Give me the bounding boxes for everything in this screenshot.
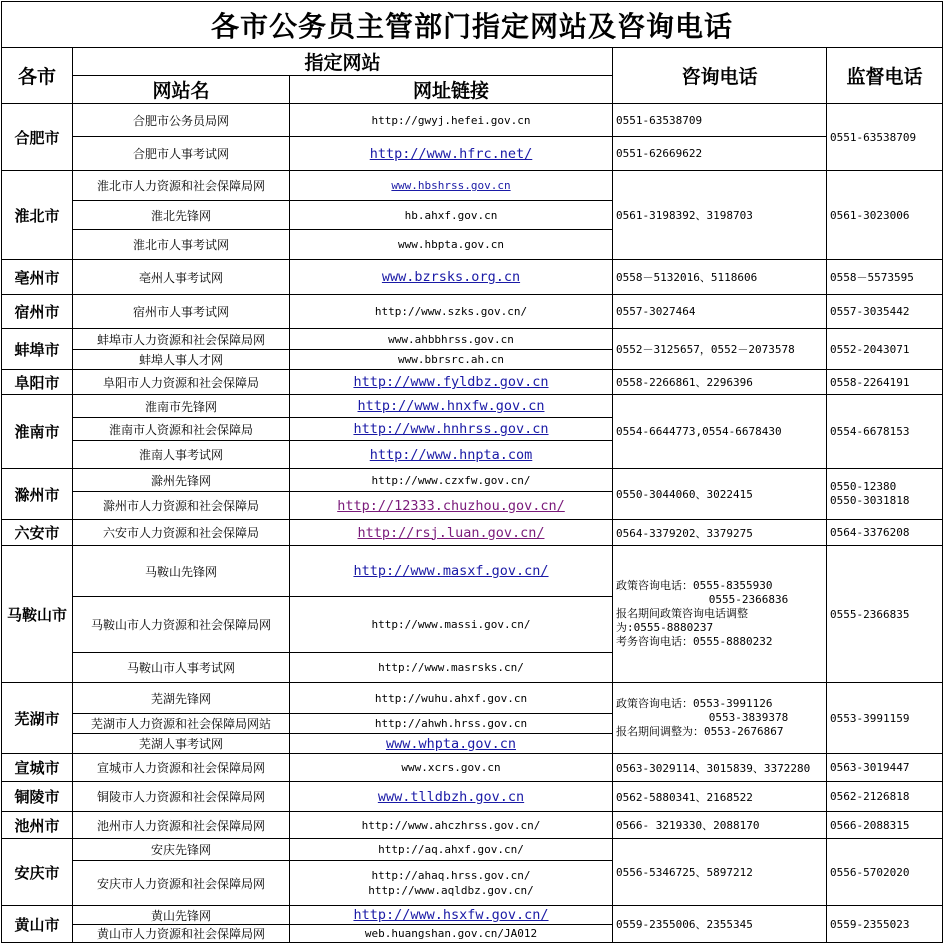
supervise-phone-line: 0550-3031818 <box>830 494 910 507</box>
site-name: 马鞍山市人力资源和社会保障局网 <box>73 597 290 653</box>
city-name: 宿州市 <box>2 295 73 329</box>
consult-phone-line: 政策咨询电话：0555-8355930 <box>616 579 773 592</box>
supervise-phone: 0552-2043071 <box>827 329 943 370</box>
consult-phone <box>613 683 827 754</box>
site-url-link[interactable]: www.whpta.gov.cn <box>290 734 613 754</box>
site-url-link[interactable]: http://www.hnxfw.gov.cn <box>290 395 613 418</box>
city-name: 铜陵市 <box>2 782 73 812</box>
supervise-phone: 0563-3019447 <box>827 754 943 782</box>
site-name: 合肥市人事考试网 <box>73 137 290 171</box>
city-name: 黄山市 <box>2 906 73 943</box>
site-name: 阜阳市人力资源和社会保障局 <box>73 370 290 395</box>
consult-phone <box>613 546 827 683</box>
consult-phone-line: 政策咨询电话：0553-3991126 <box>616 697 773 710</box>
supervise-phone: 0553-3991159 <box>827 683 943 754</box>
supervise-phone <box>827 469 943 520</box>
consult-phone-line: 为:0555-8880237 <box>616 621 714 634</box>
consult-phone: 0558-2266861、2296396 <box>613 370 827 395</box>
site-url-link[interactable]: www.tlldbzh.gov.cn <box>290 782 613 812</box>
consult-phone: 0566- 3219330、2088170 <box>613 812 827 839</box>
consult-phone-line: 报名期间政策咨询电话调整 <box>616 607 748 620</box>
header-designated-site: 指定网站 <box>73 48 613 76</box>
header-site-url: 网址链接 <box>290 76 613 104</box>
site-url: http://gwyj.hefei.gov.cn <box>290 104 613 137</box>
site-url: http://www.masrsks.cn/ <box>290 653 613 683</box>
site-url: www.hbpta.gov.cn <box>290 230 613 260</box>
site-url-link[interactable]: www.hbshrss.gov.cn <box>290 171 613 201</box>
consult-phone-line: 报名期间调整为：0553-2676867 <box>616 725 784 738</box>
supervise-phone: 0556-5702020 <box>827 839 943 906</box>
city-name: 阜阳市 <box>2 370 73 395</box>
consult-phone-line: 考务咨询电话：0555-8880232 <box>616 635 773 648</box>
site-url-link[interactable]: http://www.hfrc.net/ <box>290 137 613 171</box>
consult-phone: 0554-6644773,0554-6678430 <box>613 395 827 469</box>
city-name: 滁州市 <box>2 469 73 520</box>
supervise-phone: 0557-3035442 <box>827 295 943 329</box>
supervise-phone: 0562-2126818 <box>827 782 943 812</box>
site-url: hb.ahxf.gov.cn <box>290 201 613 230</box>
site-name: 宿州市人事考试网 <box>73 295 290 329</box>
site-url-link[interactable]: http://www.hnpta.com <box>290 441 613 469</box>
site-url-link[interactable]: www.bzrsks.org.cn <box>290 260 613 295</box>
site-url: web.huangshan.gov.cn/JA012 <box>290 925 613 943</box>
city-name: 合肥市 <box>2 104 73 171</box>
site-url-link[interactable]: http://www.masxf.gov.cn/ <box>290 546 613 597</box>
site-url-line: http://ahaq.hrss.gov.cn/ <box>371 869 531 882</box>
city-name: 池州市 <box>2 812 73 839</box>
site-url-link[interactable]: http://www.fyldbz.gov.cn <box>290 370 613 395</box>
site-name: 安庆市人力资源和社会保障局网 <box>73 861 290 906</box>
consult-phone: 0564-3379202、3379275 <box>613 520 827 546</box>
city-name: 马鞍山市 <box>2 546 73 683</box>
site-url: www.xcrs.gov.cn <box>290 754 613 782</box>
consult-phone: 0552－3125657，0552－2073578 <box>613 329 827 370</box>
site-name: 宣城市人力资源和社会保障局网 <box>73 754 290 782</box>
site-name: 亳州人事考试网 <box>73 260 290 295</box>
city-name: 亳州市 <box>2 260 73 295</box>
site-name: 淮南市人资源和社会保障局 <box>73 418 290 441</box>
city-name: 芜湖市 <box>2 683 73 754</box>
city-name: 宣城市 <box>2 754 73 782</box>
consult-phone-line: 0555-2366836 <box>616 593 789 606</box>
city-name: 安庆市 <box>2 839 73 906</box>
consult-phone: 0561-3198392、3198703 <box>613 171 827 260</box>
site-name: 芜湖市人力资源和社会保障局网站 <box>73 714 290 734</box>
site-url: http://www.ahczhrss.gov.cn/ <box>290 812 613 839</box>
supervise-phone: 0554-6678153 <box>827 395 943 469</box>
city-name: 淮北市 <box>2 171 73 260</box>
site-name: 淮南人事考试网 <box>73 441 290 469</box>
supervise-phone: 0558-2264191 <box>827 370 943 395</box>
site-name: 蚌埠市人力资源和社会保障局网 <box>73 329 290 350</box>
site-url: http://wuhu.ahxf.gov.cn <box>290 683 613 714</box>
site-name: 池州市人力资源和社会保障局网 <box>73 812 290 839</box>
consult-phone: 0556-5346725、5897212 <box>613 839 827 906</box>
consult-phone: 0559-2355006、2355345 <box>613 906 827 943</box>
site-name: 芜湖先锋网 <box>73 683 290 714</box>
consult-phone-line: 0553-3839378 <box>616 711 789 724</box>
site-url: www.bbrsrc.ah.cn <box>290 350 613 370</box>
supervise-phone: 0558－5573595 <box>827 260 943 295</box>
supervise-phone: 0566-2088315 <box>827 812 943 839</box>
site-name: 淮南市先锋网 <box>73 395 290 418</box>
city-name: 蚌埠市 <box>2 329 73 370</box>
site-url: http://ahwh.hrss.gov.cn <box>290 714 613 734</box>
consult-phone: 0563-3029114、3015839、3372280 <box>613 754 827 782</box>
site-name: 马鞍山市人事考试网 <box>73 653 290 683</box>
consult-phone: 0562-5880341、2168522 <box>613 782 827 812</box>
site-url-link[interactable]: http://rsj.luan.gov.cn/ <box>290 520 613 546</box>
supervise-phone: 0564-3376208 <box>827 520 943 546</box>
city-name: 淮南市 <box>2 395 73 469</box>
site-url <box>290 861 613 906</box>
contact-table <box>1 1 943 943</box>
site-url-link[interactable]: http://12333.chuzhou.gov.cn/ <box>290 492 613 520</box>
site-url-line: http://www.aqldbz.gov.cn/ <box>368 884 534 897</box>
site-name: 蚌埠人事人才网 <box>73 350 290 370</box>
site-name: 铜陵市人力资源和社会保障局网 <box>73 782 290 812</box>
consult-phone: 0551-62669622 <box>613 137 827 171</box>
site-url: http://www.massi.gov.cn/ <box>290 597 613 653</box>
site-name: 安庆先锋网 <box>73 839 290 861</box>
consult-phone: 0550-3044060、3022415 <box>613 469 827 520</box>
site-name: 六安市人力资源和社会保障局 <box>73 520 290 546</box>
site-url: http://aq.ahxf.gov.cn/ <box>290 839 613 861</box>
consult-phone: 0551-63538709 <box>613 104 827 137</box>
site-name: 合肥市公务员局网 <box>73 104 290 137</box>
site-url-link[interactable]: http://www.hsxfw.gov.cn/ <box>290 906 613 925</box>
site-name: 黄山市人力资源和社会保障局网 <box>73 925 290 943</box>
site-url: http://www.szks.gov.cn/ <box>290 295 613 329</box>
site-name: 淮北市人事考试网 <box>73 230 290 260</box>
site-name: 黄山先锋网 <box>73 906 290 925</box>
supervise-phone: 0559-2355023 <box>827 906 943 943</box>
site-name: 马鞍山先锋网 <box>73 546 290 597</box>
site-url: www.ahbbhrss.gov.cn <box>290 329 613 350</box>
site-name: 滁州先锋网 <box>73 469 290 492</box>
site-name: 淮北先锋网 <box>73 201 290 230</box>
header-site-name: 网站名 <box>73 76 290 104</box>
header-consult-phone: 咨询电话 <box>613 48 827 104</box>
site-name: 滁州市人力资源和社会保障局 <box>73 492 290 520</box>
site-name: 淮北市人力资源和社会保障局网 <box>73 171 290 201</box>
supervise-phone-line: 0550-12380 <box>830 480 897 493</box>
site-url-link[interactable]: http://www.hnhrss.gov.cn <box>290 418 613 441</box>
consult-phone: 0558－5132016、5118606 <box>613 260 827 295</box>
consult-phone: 0557-3027464 <box>613 295 827 329</box>
supervise-phone: 0551-63538709 <box>827 104 943 171</box>
site-name: 芜湖人事考试网 <box>73 734 290 754</box>
header-supervise-phone: 监督电话 <box>827 48 943 104</box>
header-city: 各市 <box>2 48 73 104</box>
table-title: 各市公务员主管部门指定网站及咨询电话 <box>2 2 943 48</box>
supervise-phone: 0561-3023006 <box>827 171 943 260</box>
supervise-phone: 0555-2366835 <box>827 546 943 683</box>
site-url: http://www.czxfw.gov.cn/ <box>290 469 613 492</box>
city-name: 六安市 <box>2 520 73 546</box>
